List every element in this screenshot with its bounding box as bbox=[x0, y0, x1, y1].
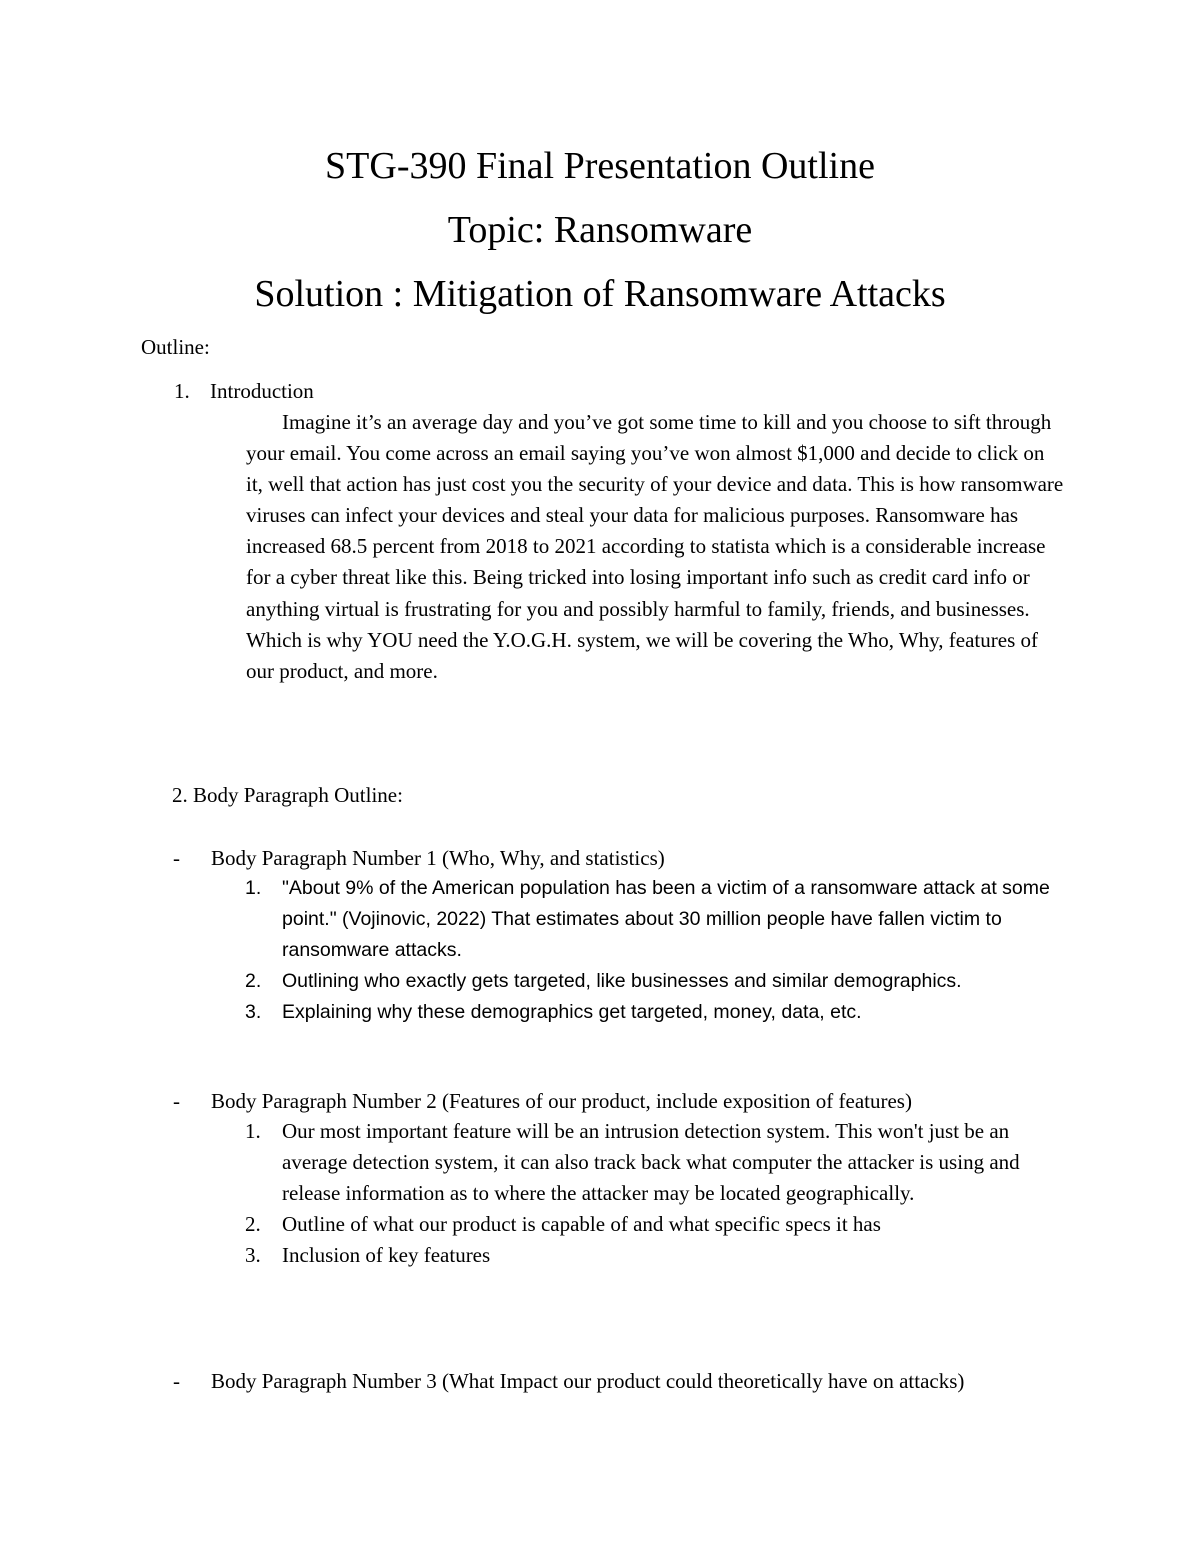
list-text: "About 9% of the American population has been a victim of a ransomware attack at some point." (Vojinovic, 2022) That estimates about 30 million people have fallen victim to ransomware attacks. bbox=[282, 877, 1050, 961]
bullet-dash: - bbox=[173, 846, 180, 870]
list-item bbox=[245, 997, 1065, 1028]
list-text: Inclusion of key features bbox=[282, 1243, 491, 1267]
body-paragraph-2-title: Body Paragraph Number 2 (Features of our product, include exposition of features) bbox=[211, 1089, 912, 1113]
list-item bbox=[245, 1116, 1065, 1209]
list-text: Outline of what our product is capable of and what specific specs it has bbox=[282, 1212, 881, 1236]
bullet-dash: - bbox=[173, 1369, 180, 1393]
list-text: Outlining who exactly gets targeted, like businesses and similar demographics. bbox=[282, 970, 962, 992]
body-outline-heading: 2. Body Paragraph Outline: bbox=[172, 783, 403, 807]
list-item bbox=[245, 1240, 1065, 1271]
list-number: 1. bbox=[245, 877, 262, 899]
body-paragraph-1-list bbox=[245, 873, 1065, 1028]
document-title: STG-390 Final Presentation Outline bbox=[325, 145, 875, 187]
list-text: Explaining why these demographics get targeted, money, data, etc. bbox=[282, 1001, 862, 1023]
list-item bbox=[245, 873, 1065, 966]
solution-heading: Solution : Mitigation of Ransomware Attacks bbox=[254, 273, 946, 315]
list-item bbox=[245, 1209, 1065, 1240]
list-item bbox=[245, 966, 1065, 997]
list-number: 2. bbox=[245, 1212, 261, 1236]
body-paragraph-1-title: Body Paragraph Number 1 (Who, Why, and statistics) bbox=[211, 846, 665, 870]
outline-label: Outline: bbox=[141, 335, 210, 359]
topic-heading: Topic: Ransomware bbox=[447, 209, 753, 251]
list-number: 2. bbox=[245, 970, 262, 992]
intro-paragraph: Imagine it’s an average day and you’ve got some time to kill and you choose to sift through your email. You come across an email saying you’ve won almost $1,000 and decide to click on it, well that action has just cost you the security of your device and data. This is how ransomware viruses can infect your devices and steal your data for malicious purposes. Ransomware has increased 68.5 percent from 2018 to 2021 according to statista which is a considerable increase for a cyber threat like this. Being tricked into losing important info such as credit card info or anything virtual is frustrating for you and possibly harmful to family, friends, and businesses. Which is why YOU need the Y.O.G.H. system, we will be covering the Who, Why, features of our product, and more. bbox=[246, 410, 1064, 683]
list-number: 3. bbox=[245, 1001, 262, 1023]
intro-heading: Introduction bbox=[210, 379, 314, 403]
intro-number: 1. bbox=[174, 379, 190, 403]
list-text: Our most important feature will be an intrusion detection system. This won't just be an average detection system, it can also track back what computer the attacker is using and release information as to where the attacker may be located geographically. bbox=[282, 1119, 1020, 1205]
list-number: 1. bbox=[245, 1119, 261, 1143]
body-paragraph-2-list bbox=[245, 1116, 1065, 1271]
body-paragraph-3-title: Body Paragraph Number 3 (What Impact our product could theoretically have on attacks) bbox=[211, 1369, 965, 1393]
bullet-dash: - bbox=[173, 1089, 180, 1113]
list-number: 3. bbox=[245, 1243, 261, 1267]
